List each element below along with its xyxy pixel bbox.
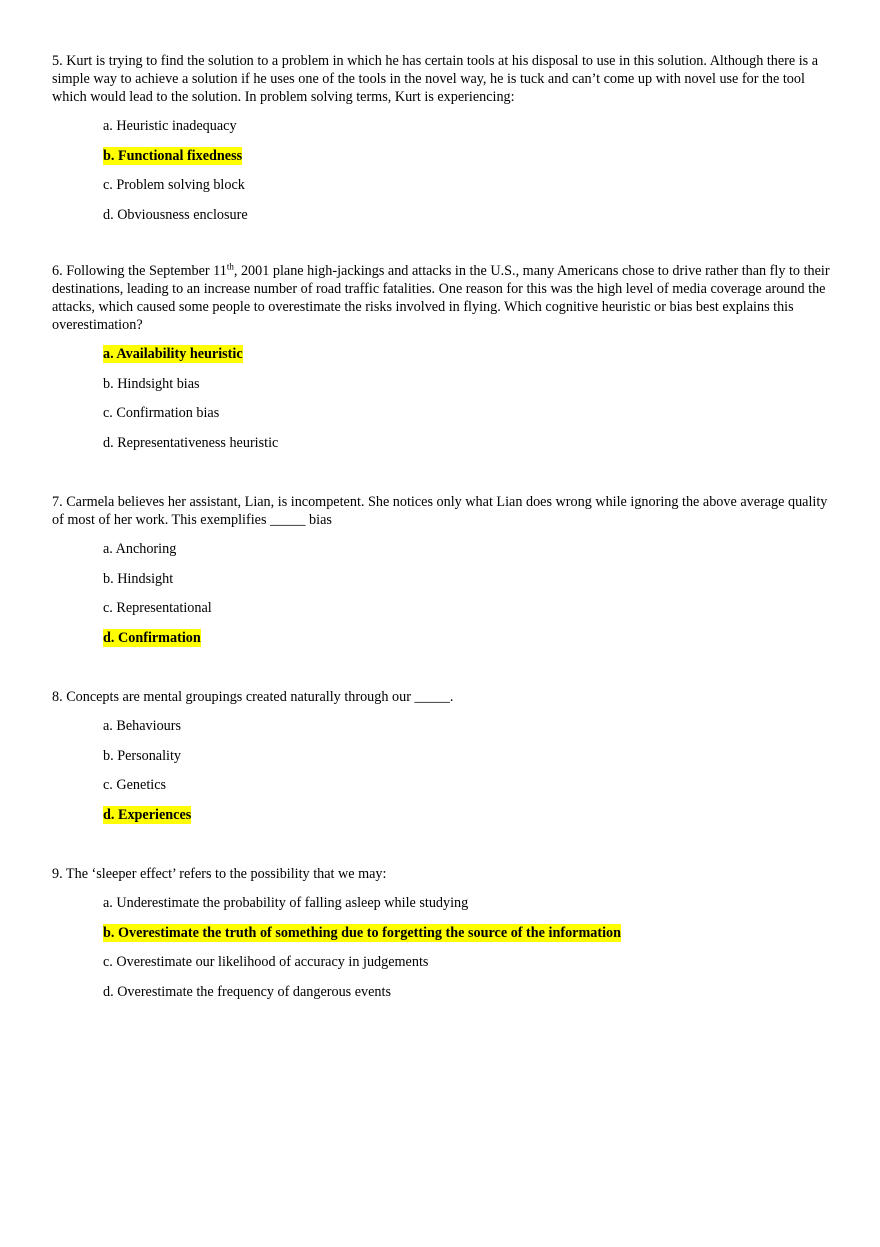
option-a xyxy=(52,717,453,747)
option-d xyxy=(52,206,832,236)
option-label: c. Representational xyxy=(103,600,212,616)
answer-options xyxy=(52,894,621,1012)
option-label: a. Heuristic inadequacy xyxy=(103,118,237,134)
highlighted-answer: d. Confirmation xyxy=(103,629,201,646)
option-d xyxy=(52,983,621,1013)
option-c xyxy=(52,404,832,434)
question-7 xyxy=(52,493,832,658)
question-9 xyxy=(52,865,621,1012)
answer-options xyxy=(52,117,832,235)
option-label: a. Behaviours xyxy=(103,718,182,734)
option-b xyxy=(52,747,453,777)
option-d-correct xyxy=(52,629,832,659)
question-stem: 5. Kurt is trying to find the solution to a problem in which he has certain tools at his disposal to use in this solution. Although there is a simple way to achieve a solution if he uses one of the tools in the novel way, he is tuck and can’t come up with novel use for the tool which would lead to the solution. In problem solving terms, Kurt is experiencing: xyxy=(52,53,819,105)
option-b xyxy=(52,570,832,600)
option-label: a. Anchoring xyxy=(103,541,177,557)
option-b-correct xyxy=(52,924,621,954)
option-c xyxy=(52,776,453,806)
option-label: d. Representativeness heuristic xyxy=(103,434,279,451)
question-8 xyxy=(52,688,453,835)
option-label: b. Personality xyxy=(103,747,182,764)
option-a xyxy=(52,894,621,924)
option-label: d. Obviousness enclosure xyxy=(103,206,248,223)
option-label: a. Underestimate the probability of falling asleep while studying xyxy=(103,895,469,911)
highlighted-answer: d. Experiences xyxy=(103,806,192,823)
highlighted-answer: a. Availability heuristic xyxy=(103,346,243,362)
question-stem: 9. The ‘sleeper effect’ refers to the possibility that we may: xyxy=(52,866,387,882)
option-d-correct xyxy=(52,806,453,836)
option-c xyxy=(52,953,621,983)
option-label: c. Problem solving block xyxy=(103,177,245,193)
ordinal-suffix: th xyxy=(226,261,234,272)
question-stem xyxy=(52,262,832,334)
option-label: b. Hindsight xyxy=(103,570,174,587)
option-label: d. Overestimate the frequency of dangerous events xyxy=(103,983,391,1000)
option-label: c. Confirmation bias xyxy=(103,405,220,421)
option-a xyxy=(52,117,832,147)
answer-options xyxy=(52,345,832,463)
option-label: c. Overestimate our likelihood of accuracy in judgements xyxy=(103,954,429,970)
answer-options xyxy=(52,717,453,835)
option-c xyxy=(52,599,832,629)
question-6 xyxy=(52,262,832,463)
option-a-correct xyxy=(52,345,832,375)
option-label: b. Hindsight bias xyxy=(103,375,200,392)
option-a xyxy=(52,540,832,570)
stem-part-2: , 2001 plane high-jackings and attacks in the U.S., many Americans chose to drive rather than fly to their destinations, leading to an increase number of road traffic fatalities. One reason for this was the high level of media coverage around the attacks, which caused some people to overestimate the risks involved in flying. Which cognitive heuristic or bias best explains this overestimation? xyxy=(52,263,830,333)
question-stem: 8. Concepts are mental groupings created naturally through our _____. xyxy=(52,689,454,705)
option-label: c. Genetics xyxy=(103,777,167,793)
answer-options xyxy=(52,540,832,658)
highlighted-answer: b. Functional fixedness xyxy=(103,147,243,164)
question-5 xyxy=(52,52,832,235)
question-stem: 7. Carmela believes her assistant, Lian, is incompetent. She notices only what Lian does wrong while ignoring the above average quality of most of her work. This exemplifies _____ bias xyxy=(52,494,828,528)
stem-part-1: 6. Following the September 11 xyxy=(52,263,227,279)
option-b-correct xyxy=(52,147,832,177)
option-c xyxy=(52,176,832,206)
option-b xyxy=(52,375,832,405)
highlighted-answer: b. Overestimate the truth of something due to forgetting the source of the information xyxy=(103,924,622,941)
option-d xyxy=(52,434,832,464)
